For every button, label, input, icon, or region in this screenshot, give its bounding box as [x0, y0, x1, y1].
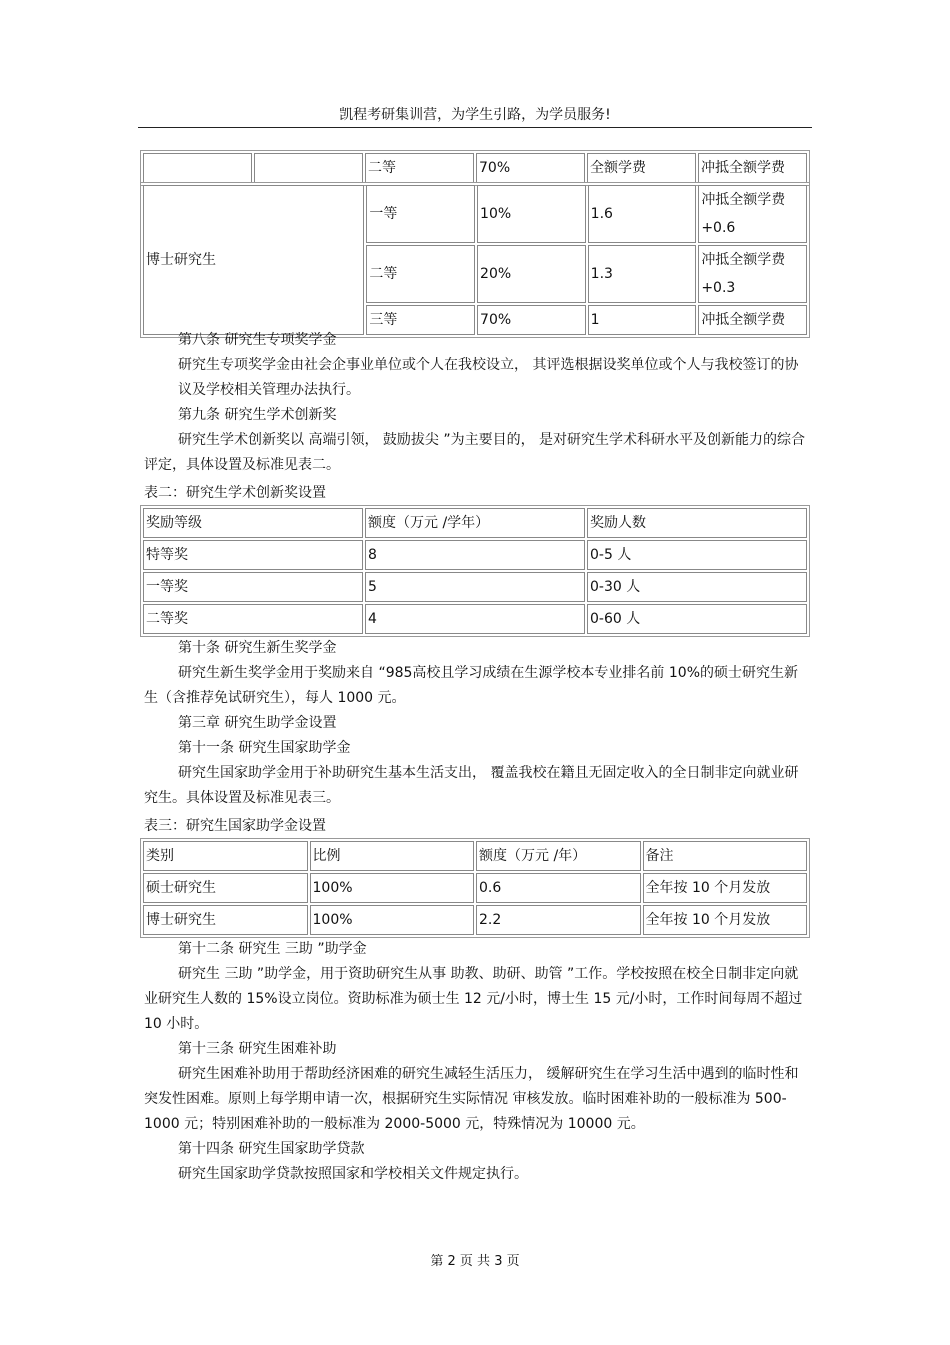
- table-cell: 冲抵全额学费: [698, 305, 807, 335]
- article-14-title: 第十四条 研究生国家助学贷款: [178, 1141, 365, 1157]
- table-cell: 全年按 10 个月发放: [643, 873, 808, 903]
- table-cell: 0-30 人: [587, 572, 807, 602]
- table-header-row: [143, 841, 807, 871]
- article-9-title: 第九条 研究生学术创新奖: [178, 407, 337, 423]
- article-11-body: 研究生国家助学金用于补助研究生基本生活支出， 覆盖我校在籍且无固定收入的全日制非定向就业研究生。具体设置及标准见表三。: [144, 765, 799, 806]
- table-cell: 博士研究生: [143, 905, 308, 935]
- table2-caption: 表二：研究生学术创新奖设置: [144, 485, 326, 501]
- table-cell: 10%: [477, 185, 586, 243]
- table-row: [143, 604, 807, 634]
- national-grant-table: [140, 838, 810, 938]
- table3-caption: 表三：研究生国家助学金设置: [144, 818, 326, 834]
- table-cell: 冲抵全额学费+0.6: [698, 185, 807, 243]
- table-cell: 100%: [310, 873, 475, 903]
- page-footer: 第 2 页 共 3 页: [430, 1254, 520, 1269]
- table-row: [143, 905, 807, 935]
- table-row: [143, 540, 807, 570]
- article-10-title: 第十条 研究生新生奖学金: [178, 640, 337, 656]
- column-header: 备注: [643, 841, 808, 871]
- table-header-row: [143, 508, 807, 538]
- column-header: 奖励人数: [587, 508, 807, 538]
- article-10-body: 研究生新生奖学金用于奖励来自 “985高校且学习成绩在生源学校本专业排名前 10%的硕士研究生新生（含推荐免试研究生），每人 1000 元。: [144, 665, 798, 706]
- table-cell: 8: [365, 540, 585, 570]
- table-cell: 二等: [366, 245, 475, 303]
- scholarship-table: [140, 150, 810, 186]
- table-cell: 一等: [366, 185, 475, 243]
- table-cell: 一等奖: [143, 572, 363, 602]
- column-header: 额度（万元 /年）: [476, 841, 641, 871]
- column-header: 额度（万元 /学年）: [365, 508, 585, 538]
- article-14-body: 研究生国家助学贷款按照国家和学校相关文件规定执行。: [178, 1166, 528, 1182]
- table-cell: 三等: [366, 305, 475, 335]
- table-cell: 70%: [477, 305, 586, 335]
- phd-scholarship-table: [140, 182, 810, 338]
- table-cell: 二等: [365, 153, 474, 183]
- table-cell: 硕士研究生: [143, 873, 308, 903]
- table-cell: 20%: [477, 245, 586, 303]
- table-cell: 4: [365, 604, 585, 634]
- table-cell: 0.6: [476, 873, 641, 903]
- article-12-title: 第十二条 研究生 三助 ”助学金: [178, 941, 367, 957]
- article-11-title: 第十一条 研究生国家助学金: [178, 740, 351, 756]
- table-row: [143, 185, 807, 243]
- table-cell: 70%: [476, 153, 585, 183]
- table-cell: 全年按 10 个月发放: [643, 905, 808, 935]
- article-12-body: 研究生 三助 ”助学金，用于资助研究生从事 助教、助研、助管 ”工作。学校按照在校全日制非定向就业研究生人数的 15%设立岗位。资助标准为硕士生 12 元/小时，博士生 15 元/小时，工作时间每周不超过 10 小时。: [144, 966, 803, 1032]
- table-cell: [254, 153, 363, 183]
- chapter-3-title: 第三章 研究生助学金设置: [178, 715, 337, 731]
- article-13-body: 研究生困难补助用于帮助经济困难的研究生减轻生活压力， 缓解研究生在学习生活中遇到的临时性和突发性困难。原则上每学期申请一次，根据研究生实际情况 审核发放。临时困难补助的一般标准为 500-1000 元；特别困难补助的一般标准为 2000-5000 元，特殊情况为 10000 元。: [144, 1066, 799, 1132]
- table-cell: 二等奖: [143, 604, 363, 634]
- article-13-title: 第十三条 研究生困难补助: [178, 1041, 337, 1057]
- table-cell: 冲抵全额学费+0.3: [698, 245, 807, 303]
- column-header: 比例: [310, 841, 475, 871]
- page-header: 凯程考研集训营，为学生引路，为学员服务!: [339, 107, 611, 123]
- table-cell: 5: [365, 572, 585, 602]
- phd-label-cell: 博士研究生: [143, 185, 364, 335]
- article-9-body: 研究生学术创新奖以 高端引领， 鼓励拔尖 ”为主要目的， 是对研究生学术科研水平及创新能力的综合评定，具体设置及标准见表二。: [144, 432, 806, 473]
- table-cell: 2.2: [476, 905, 641, 935]
- innovation-award-table: [140, 505, 810, 637]
- article-8-title: 第八条 研究生专项奖学金: [178, 332, 337, 348]
- table-cell: [143, 153, 252, 183]
- table-row: [143, 153, 807, 183]
- table-cell: 冲抵全额学费: [698, 153, 807, 183]
- table-cell: 特等奖: [143, 540, 363, 570]
- table-cell: 1.3: [588, 245, 697, 303]
- table-cell: 全额学费: [587, 153, 696, 183]
- header-rule: [138, 127, 812, 128]
- table-cell: 1: [588, 305, 697, 335]
- column-header: 类别: [143, 841, 308, 871]
- table-cell: 0-60 人: [587, 604, 807, 634]
- article-8-body: 研究生专项奖学金由社会企事业单位或个人在我校设立， 其评选根据设奖单位或个人与我校签订的协议及学校相关管理办法执行。: [178, 357, 799, 398]
- table-row: [143, 572, 807, 602]
- table-cell: 1.6: [588, 185, 697, 243]
- table-cell: 100%: [310, 905, 475, 935]
- table-row: [143, 873, 807, 903]
- column-header: 奖励等级: [143, 508, 363, 538]
- table-cell: 0-5 人: [587, 540, 807, 570]
